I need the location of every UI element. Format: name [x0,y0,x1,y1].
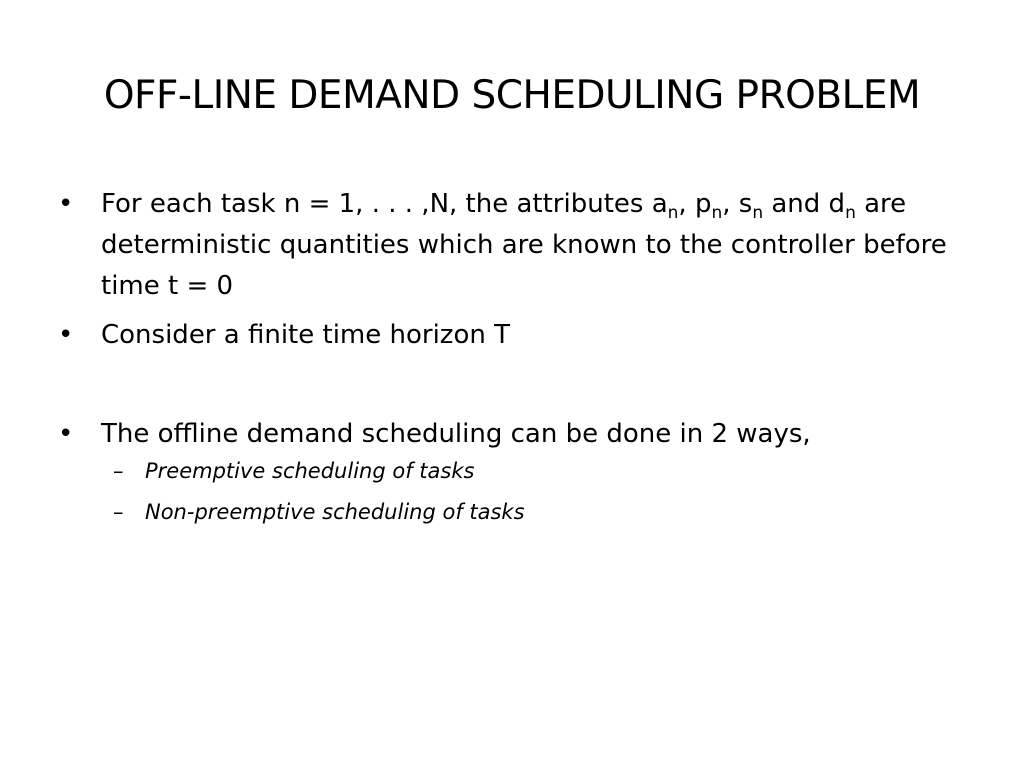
subscript-p: n [711,203,723,223]
bullet-text: Consider a finite time horizon T [101,320,510,350]
bullet-text-start: For each task n = 1, . . . ,N, the attributes a [101,189,668,219]
bullet-list [58,184,948,526]
bullet-text-separator: and d [763,189,846,219]
subscript-a: n [667,203,679,223]
bullet-text-separator: , p [678,189,712,219]
bullet-mark: • [58,419,74,449]
bullet-text-end: are deterministic quantities which are known to the controller before time t = 0 [101,189,947,301]
sub-item-text: Preemptive scheduling of tasks [145,459,475,483]
subscript-d: n [845,203,856,223]
sub-item-dash: – [113,500,124,524]
bullet-task-attributes [58,184,948,307]
subscript-s: n [752,203,764,223]
bullet-text: The offline demand scheduling can be done in 2 ways, [101,419,811,449]
bullet-time-horizon [58,315,948,356]
bullet-text-separator: , s [722,189,753,219]
slide-title: OFF-LINE DEMAND SCHEDULING PROBLEM [103,73,921,118]
sub-item-non-preemptive [58,498,948,526]
bullet-scheduling-ways [58,414,948,455]
bullet-mark: • [58,320,74,350]
bullet-mark: • [58,189,74,219]
sub-item-preemptive [58,457,948,485]
sub-item-text: Non-preemptive scheduling of tasks [145,500,525,524]
sub-item-dash: – [113,459,124,483]
